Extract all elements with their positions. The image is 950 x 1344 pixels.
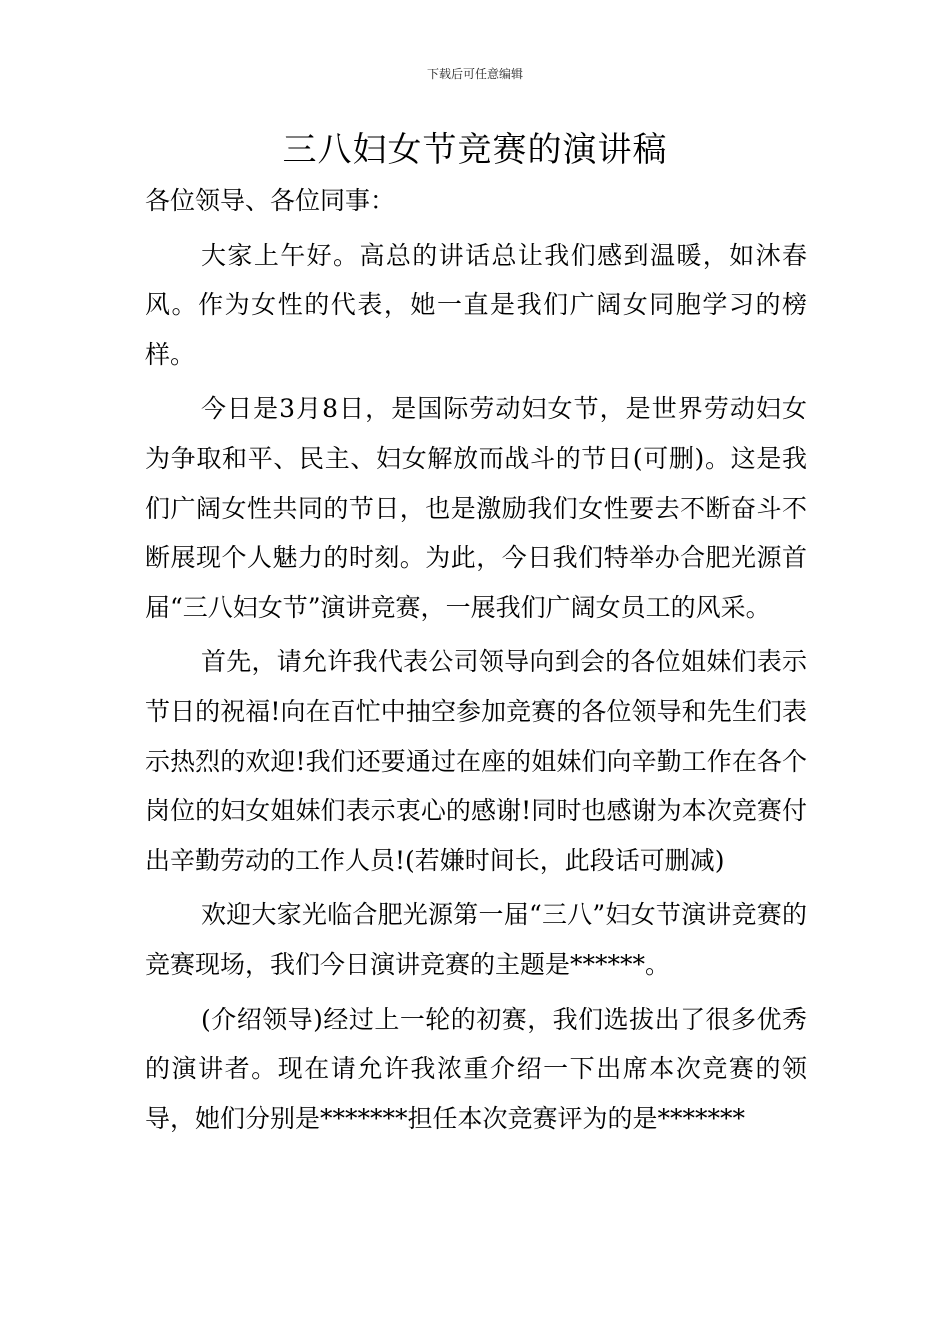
paragraph-2: 今日是3月8日，是国际劳动妇女节，是世界劳动妇女为争取和平、民主、妇女解放而战斗的节日(可删)。这是我们广阔女性共同的节日，也是激励我们女性要去不断奋斗不断展现个人魅力的时刻。为此，今日我们特举办合肥光源首届“三八妇女节”演讲竞赛，一展我们广阔女员工的风采。 <box>145 394 807 622</box>
document-body <box>145 176 807 1143</box>
document-title: 三八妇女节竞赛的演讲稿 <box>282 130 668 170</box>
paragraph-1: 大家上午好。高总的讲话总让我们感到温暖，如沐春风。作为女性的代表，她一直是我们广阔女同胞学习的榜样。 <box>145 240 807 369</box>
greeting-line: 各位领导、各位同事： <box>145 186 396 215</box>
paragraph-4: 欢迎大家光临合肥光源第一届“三八”妇女节演讲竞赛的竞赛现场，我们今日演讲竞赛的主题是******。 <box>145 900 807 979</box>
header-note: 下载后可任意编辑 <box>426 67 523 81</box>
paragraph-5: (介绍领导)经过上一轮的初赛，我们选拔出了很多优秀的演讲者。现在请允许我浓重介绍一下出席本次竞赛的领导，她们分别是*******担任本次竞赛评为的是******* <box>145 1004 807 1133</box>
paragraph-3: 首先，请允许我代表公司领导向到会的各位姐妹们表示节日的祝福!向在百忙中抽空参加竞赛的各位领导和先生们表示热烈的欢迎!我们还要通过在座的姐妹们向辛勤工作在各个岗位的妇女姐妹们表示衷心的感谢!同时也感谢为本次竞赛付出辛勤劳动的工作人员!(若嫌时间长，此段话可删减) <box>145 647 807 875</box>
